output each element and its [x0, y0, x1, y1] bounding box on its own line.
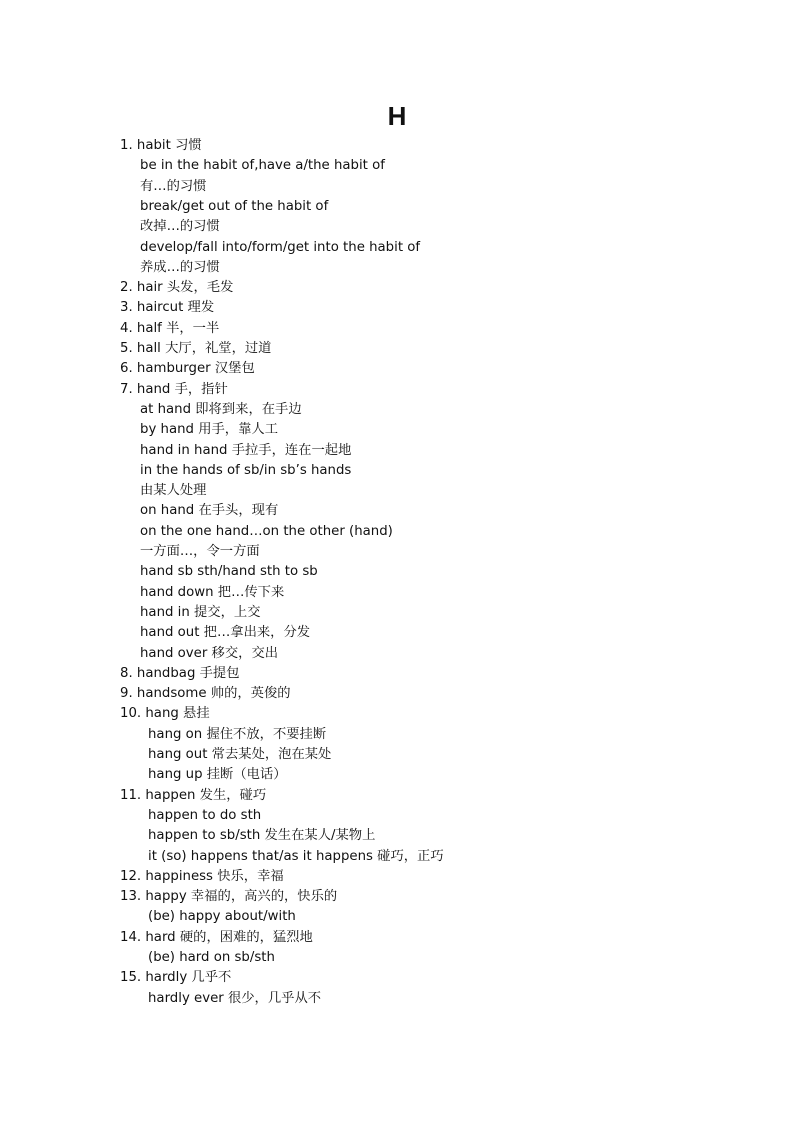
vocab-entry: 9. handsome 帅的，英俊的	[120, 686, 291, 702]
page-title: H	[387, 101, 407, 131]
vocab-entry: 8. handbag 手提包	[120, 665, 240, 681]
vocab-phrase: happen to sb/sth 发生在某人/某物上	[148, 828, 376, 844]
vocab-phrase: it (so) happens that/as it happens 碰巧，正巧	[148, 848, 444, 864]
vocab-phrase: in the hands of sb/in sb’s hands	[140, 462, 352, 478]
vocab-entry: 5. hall 大厅，礼堂，过道	[120, 341, 272, 356]
vocab-phrase: hardly ever 很少，几乎从不	[148, 990, 322, 1006]
vocab-phrase: be in the habit of,have a/the habit of	[140, 158, 385, 174]
vocab-phrase: hand in 提交，上交	[140, 604, 261, 620]
vocab-phrase: 养成…的习惯	[140, 259, 220, 275]
vocab-entry: 15. hardly 几乎不	[120, 970, 232, 986]
vocab-entry: 13. happy 幸福的，高兴的，快乐的	[120, 889, 338, 905]
vocab-entry: 7. hand 手，指针	[120, 381, 228, 397]
vocab-phrase: hand down 把…传下来	[140, 584, 285, 600]
vocab-phrase: hang on 握住不放，不要挂断	[148, 726, 327, 742]
vocab-phrase: break/get out of the habit of	[140, 198, 329, 214]
vocab-phrase: 有…的习惯	[140, 178, 207, 194]
vocab-phrase: hang up 挂断（电话）	[148, 767, 287, 783]
vocab-entry: 1. habit 习惯	[120, 138, 202, 153]
vocab-entry: 11. happen 发生，碰巧	[120, 787, 267, 803]
vocab-phrase: on hand 在手头，现有	[140, 503, 279, 519]
vocab-entry: 10. hang 悬挂	[120, 706, 210, 722]
vocab-entry: 3. haircut 理发	[120, 300, 215, 316]
vocab-entry: 6. hamburger 汉堡包	[120, 361, 255, 377]
vocab-phrase: (be) hard on sb/sth	[148, 950, 275, 965]
vocab-entry: 14. hard 硬的，困难的，猛烈地	[120, 929, 313, 945]
vocab-phrase: hand over 移交，交出	[140, 645, 279, 661]
vocab-phrase: hang out 常去某处，泡在某处	[148, 747, 332, 762]
vocab-phrase: happen to do sth	[148, 807, 262, 823]
vocab-entry: 12. happiness 快乐，幸福	[120, 868, 284, 884]
vocab-phrase: on the one hand…on the other (hand)	[140, 523, 393, 539]
vocab-phrase: (be) happy about/with	[148, 909, 296, 925]
vocab-phrase: by hand 用手，靠人工	[140, 422, 278, 438]
vocab-entry: 4. half 半，一半	[120, 320, 220, 336]
vocab-phrase: 一方面…，令一方面	[140, 544, 260, 559]
vocab-phrase: develop/fall into/form/get into the habit of	[140, 239, 421, 255]
vocab-phrase: 由某人处理	[140, 483, 207, 499]
vocab-phrase: 改掉…的习惯	[140, 219, 220, 235]
vocab-phrase: at hand 即将到来，在手边	[140, 401, 302, 417]
vocab-phrase: hand sb sth/hand sth to sb	[140, 564, 318, 580]
vocab-entry: 2. hair 头发，毛发	[120, 280, 234, 296]
vocab-phrase: hand out 把…拿出来，分发	[140, 625, 311, 641]
vocab-phrase: hand in hand 手拉手，连在一起地	[140, 442, 352, 458]
